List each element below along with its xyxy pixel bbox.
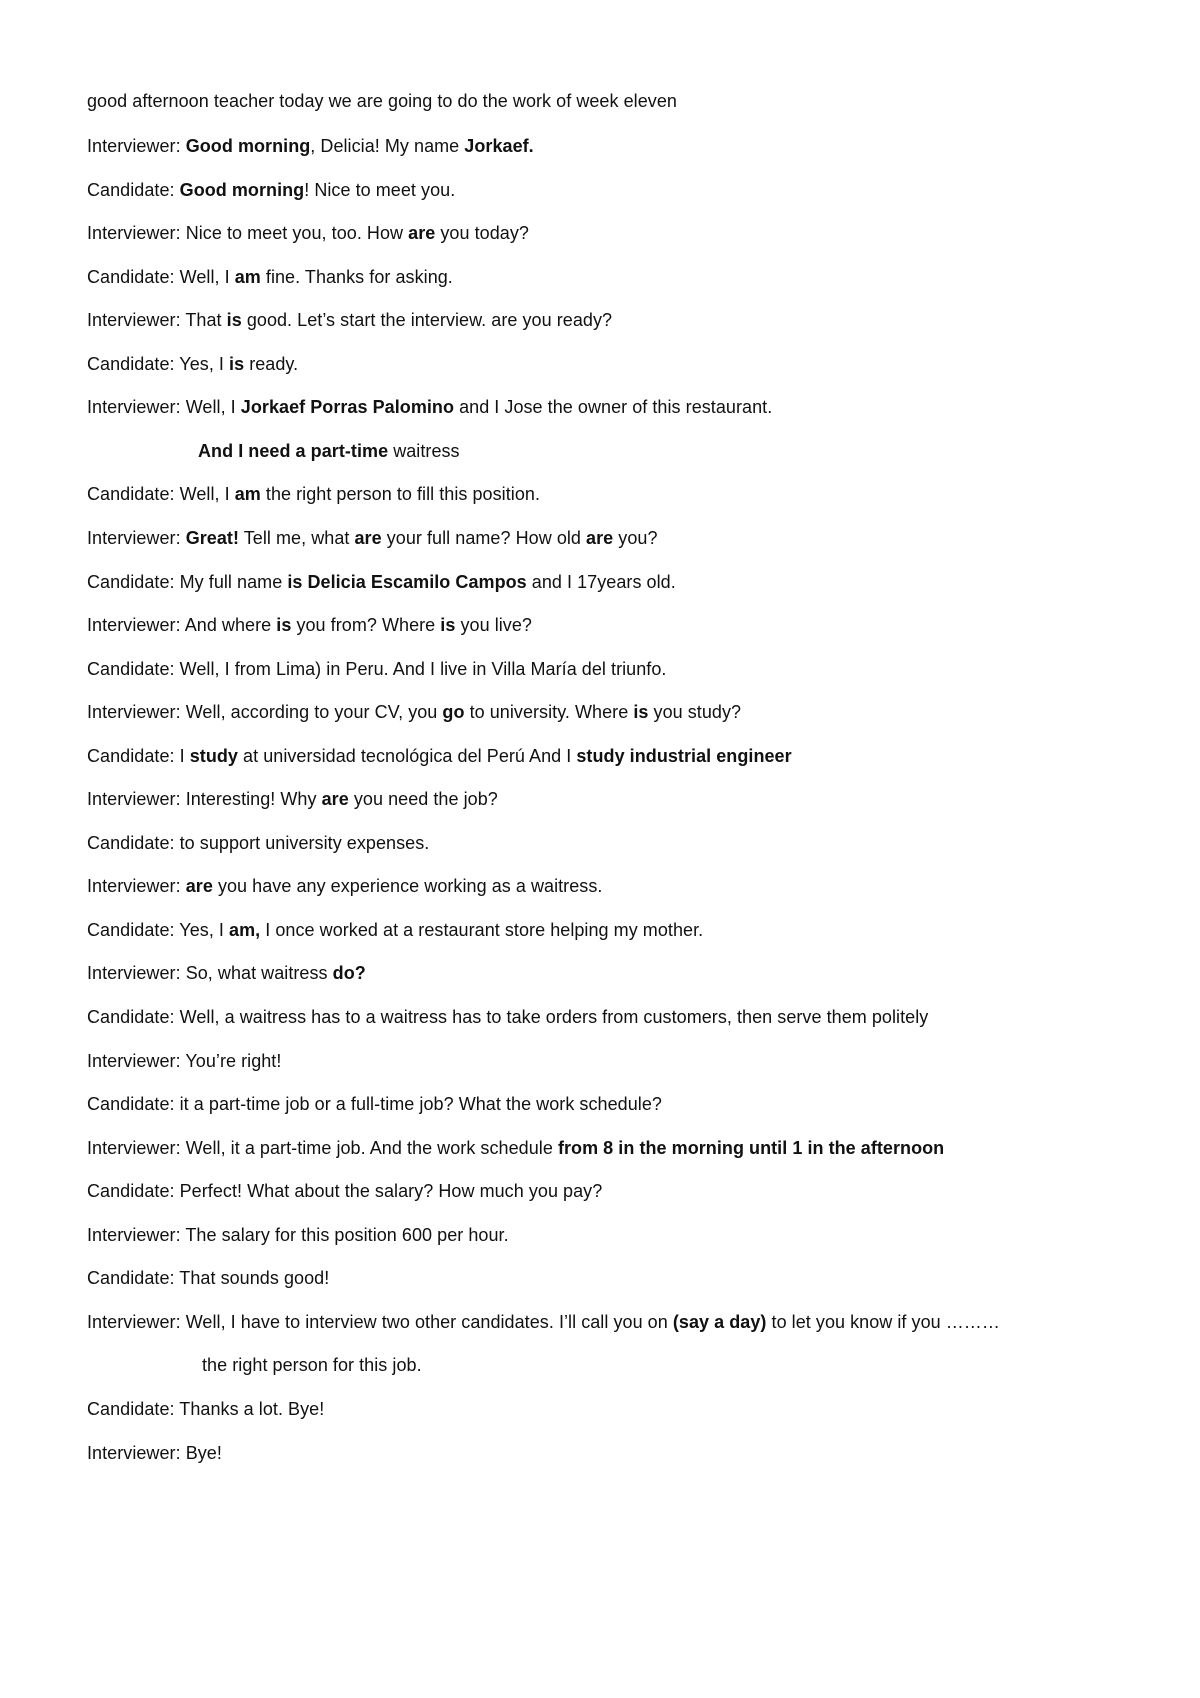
line-text: Well, it a part-time job. And the work schedule (180, 1138, 558, 1158)
candidate-speaker-label: Candidate: (87, 1181, 175, 1201)
dialogue-line (198, 440, 460, 462)
dialogue-line (87, 1398, 324, 1420)
interviewer-speaker-label: Interviewer: (87, 1138, 181, 1158)
line-text: it a part-time job or a full-time job? What the work schedule? (174, 1094, 662, 1114)
interviewer-speaker-label: Interviewer: (87, 789, 181, 809)
bold-text: are (185, 876, 213, 896)
dialogue-line (87, 875, 602, 897)
line-text: and I Jose the owner of this restaurant. (454, 397, 773, 417)
line-text: Tell me, what (239, 528, 355, 548)
line-text: That (180, 310, 227, 330)
line-text: Well, I (180, 397, 241, 417)
candidate-speaker-label: Candidate: (87, 354, 175, 374)
candidate-speaker-label: Candidate: (87, 920, 175, 940)
line-text: waitress (388, 441, 460, 461)
interviewer-speaker-label: Interviewer: (87, 876, 181, 896)
bold-text: go (442, 702, 465, 722)
bold-text: is Delicia Escamilo Campos (287, 572, 527, 592)
dialogue-line (87, 1093, 662, 1115)
bold-text: And I need a part-time (198, 441, 389, 461)
candidate-speaker-label: Candidate: (87, 1268, 175, 1288)
bold-text: (say a day) (672, 1312, 767, 1332)
candidate-speaker-label: Candidate: (87, 746, 175, 766)
line-text: ready. (244, 354, 299, 374)
dialogue-line (87, 788, 498, 810)
interviewer-speaker-label: Interviewer: (87, 310, 181, 330)
line-text: Well, I have to interview two other candidates. I’ll call you on (180, 1312, 673, 1332)
dialogue-line (87, 1267, 329, 1289)
line-text: Interesting! Why (180, 789, 322, 809)
bold-text: is (440, 615, 456, 635)
line-text: the right person for this job. (202, 1355, 422, 1375)
line-text: My full name (174, 572, 288, 592)
line-text: Nice to meet you, too. How (180, 223, 409, 243)
bold-text: Jorkaef Porras Palomino (240, 397, 455, 417)
line-text: I (174, 746, 190, 766)
dialogue-line (87, 179, 455, 201)
candidate-speaker-label: Candidate: (87, 572, 175, 592)
line-text: Well, according to your CV, you (180, 702, 443, 722)
dialogue-line (87, 396, 772, 418)
candidate-speaker-label: Candidate: (87, 1094, 175, 1114)
line-text: Thanks a lot. Bye! (174, 1399, 325, 1419)
bold-text: Great! (185, 528, 240, 548)
line-text: Well, I from Lima) in Peru. And I live in Villa María del triunfo. (174, 659, 667, 679)
candidate-speaker-label: Candidate: (87, 484, 175, 504)
dialogue-line (87, 527, 658, 549)
line-text: Well, I (174, 267, 235, 287)
line-text: So, what waitress (180, 963, 333, 983)
line-text: you study? (648, 702, 742, 722)
bold-text: do? (332, 963, 366, 983)
line-text: to let you know if you ……… (766, 1312, 1000, 1332)
dialogue-line (87, 745, 792, 767)
line-text: You’re right! (180, 1051, 282, 1071)
line-text: and I 17years old. (526, 572, 676, 592)
candidate-speaker-label: Candidate: (87, 659, 175, 679)
line-text: Yes, I (174, 354, 230, 374)
bold-text: study industrial engineer (576, 746, 792, 766)
line-text: fine. Thanks for asking. (260, 267, 453, 287)
dialogue-line (202, 1354, 422, 1376)
dialogue-line (87, 962, 366, 984)
line-text: you have any experience working as a waitress. (212, 876, 603, 896)
dialogue-line (87, 571, 676, 593)
line-text: your full name? How old (381, 528, 587, 548)
dialogue-line (87, 353, 298, 375)
interviewer-speaker-label: Interviewer: (87, 963, 181, 983)
bold-text: am (234, 484, 261, 504)
dialogue-line (87, 701, 741, 723)
dialogue-line (87, 614, 532, 636)
line-text: you from? Where (291, 615, 441, 635)
bold-text: are (321, 789, 349, 809)
line-text: And where (180, 615, 277, 635)
dialogue-line (87, 832, 429, 854)
line-text: at universidad tecnológica del Perú And I (238, 746, 577, 766)
dialogue-line (87, 1442, 222, 1464)
line-text: you need the job? (348, 789, 498, 809)
candidate-speaker-label: Candidate: (87, 1007, 175, 1027)
dialogue-line (87, 1006, 928, 1028)
line-text: to university. Where (464, 702, 634, 722)
dialogue-line (87, 222, 529, 244)
dialogue-line (87, 1180, 602, 1202)
dialogue-line (87, 658, 666, 680)
intro-line: good afternoon teacher today we are going to do the work of week eleven (87, 91, 677, 111)
line-text: you? (613, 528, 658, 548)
line-text: Bye! (180, 1443, 222, 1463)
dialogue-line (87, 135, 534, 157)
interviewer-speaker-label: Interviewer: (87, 1312, 181, 1332)
bold-text: are (408, 223, 436, 243)
interviewer-speaker-label: Interviewer: (87, 223, 181, 243)
dialogue-line (87, 1137, 944, 1159)
interviewer-speaker-label: Interviewer: (87, 1225, 181, 1245)
interviewer-speaker-label: Interviewer: (87, 702, 181, 722)
interviewer-speaker-label: Interviewer: (87, 136, 181, 156)
candidate-speaker-label: Candidate: (87, 1399, 175, 1419)
dialogue-line (87, 309, 612, 331)
line-text: That sounds good! (174, 1268, 330, 1288)
line-text: ! Nice to meet you. (304, 180, 456, 200)
bold-text: is (276, 615, 292, 635)
bold-text: are (586, 528, 614, 548)
bold-text: is (633, 702, 649, 722)
line-text: to support university expenses. (174, 833, 430, 853)
interviewer-speaker-label: Interviewer: (87, 615, 181, 635)
line-text: , Delicia! My name (310, 136, 465, 156)
line-text: Well, a waitress has to a waitress has to take orders from customers, then serve them politely (174, 1007, 929, 1027)
dialogue-line (87, 919, 703, 941)
dialogue-line (87, 483, 540, 505)
interviewer-speaker-label: Interviewer: (87, 1443, 181, 1463)
interviewer-speaker-label: Interviewer: (87, 528, 181, 548)
line-text: Perfect! What about the salary? How much you pay? (174, 1181, 603, 1201)
bold-text: are (354, 528, 382, 548)
bold-text: Good morning (185, 136, 311, 156)
candidate-speaker-label: Candidate: (87, 180, 175, 200)
line-text: the right person to fill this position. (260, 484, 540, 504)
bold-text: am, (229, 920, 261, 940)
bold-text: Jorkaef. (464, 136, 534, 156)
dialogue-line (87, 266, 453, 288)
interviewer-speaker-label: Interviewer: (87, 1051, 181, 1071)
interviewer-speaker-label: Interviewer: (87, 397, 181, 417)
line-text: Yes, I (174, 920, 230, 940)
dialogue-line (87, 1311, 1000, 1333)
candidate-speaker-label: Candidate: (87, 267, 175, 287)
line-text: you today? (435, 223, 529, 243)
line-text: I once worked at a restaurant store helping my mother. (260, 920, 704, 940)
bold-text: from 8 in the morning until 1 in the afternoon (557, 1138, 945, 1158)
candidate-speaker-label: Candidate: (87, 833, 175, 853)
bold-text: am (234, 267, 261, 287)
line-text: good. Let’s start the interview. are you ready? (241, 310, 613, 330)
bold-text: is (229, 354, 245, 374)
bold-text: study (189, 746, 238, 766)
line-text: The salary for this position 600 per hour. (180, 1225, 509, 1245)
bold-text: is (226, 310, 242, 330)
line-text: Well, I (174, 484, 235, 504)
bold-text: Good morning (179, 180, 305, 200)
line-text: you live? (455, 615, 532, 635)
dialogue-line (87, 1050, 281, 1072)
dialogue-line (87, 1224, 509, 1246)
